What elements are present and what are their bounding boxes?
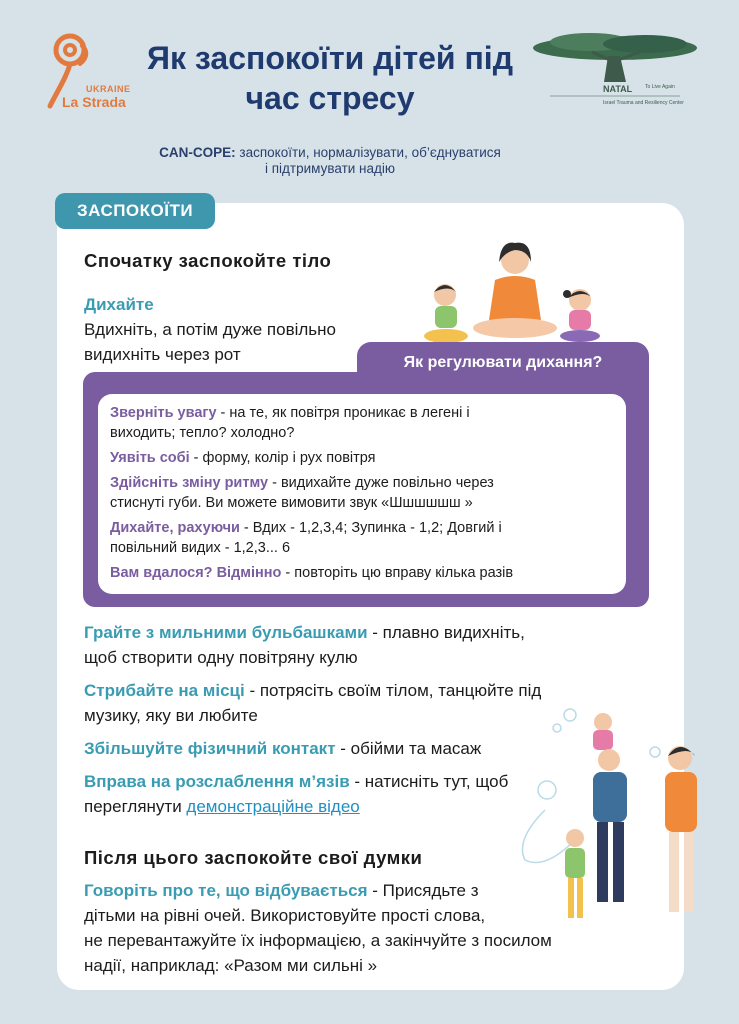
breathing-title: Як регулювати дихання? (403, 354, 603, 371)
activity-text: - натисніть тут, щоб (349, 772, 509, 791)
breathing-step-text: - форму, колір і рух повітря (189, 450, 376, 466)
activity-label: Грайте з мильними бульбашками (84, 623, 368, 642)
activity-text: - плавно видихніть, (367, 623, 525, 642)
cancope-label: CAN-COPE: (159, 145, 236, 160)
title-line-1: Як заспокоїти дітей під (147, 40, 513, 76)
talk-line-1 (84, 878, 644, 903)
page-title (120, 38, 540, 118)
breathe-line-1: Вдихніть, а потім дуже повільно (84, 320, 337, 339)
breathing-step (110, 473, 620, 493)
talk-label: Говоріть про те, що відбувається (84, 881, 368, 900)
activity-label: Стрибайте на місці (84, 681, 245, 700)
breathing-step-text: - видихайте дуже повільно через (268, 475, 494, 491)
breathing-step-text: - на те, як повітря проникає в легені і (216, 405, 470, 421)
activity-text: - потрясіть своїм тілом, танцюйте під (244, 681, 542, 700)
breathing-step (110, 563, 620, 583)
breathing-step (110, 448, 620, 468)
section-badge: ЗАСПОКОЇТИ (55, 193, 215, 229)
la-strada-country: UKRAINE (86, 84, 131, 94)
breathing-step-line2: виходить; тепло? холодно? (110, 425, 295, 441)
activity-line2: щоб створити одну повітряну кулю (84, 648, 358, 667)
natal-tree-logo (530, 30, 700, 120)
breathing-step-line2: повільний видих - 1,2,3... 6 (110, 540, 291, 556)
breathing-step-text: - повторіть цю вправу кілька разів (281, 565, 514, 581)
activity-link-prefix: переглянути (84, 797, 187, 816)
breathing-step-label: Зверніть увагу (110, 405, 217, 421)
activity-line2: музику, яку ви любите (84, 706, 258, 725)
talk-line-3: не перевантажуйте їх інформацією, а закінчуйте з посилом (84, 931, 552, 950)
natal-name: NATAL (603, 84, 633, 94)
cancope-subtitle (120, 145, 540, 177)
breathing-step-label: Дихайте, рахуючи (110, 520, 240, 536)
activity-item (84, 620, 644, 645)
breathing-steps (110, 403, 620, 583)
cancope-text: заспокоїти, нормалізувати, об’єднуватися (235, 145, 501, 160)
talk-text: - Присядьте з (367, 881, 479, 900)
demo-video-link[interactable]: демонстраційне відео (186, 797, 360, 816)
breathe-block (84, 292, 384, 367)
talk-block (84, 878, 644, 978)
breathing-step (110, 403, 620, 423)
title-line-2: час стресу (245, 80, 415, 116)
section-heading-mind: Після цього заспокойте свої думки (84, 847, 423, 868)
breathing-step-label: Уявіть собі (110, 450, 190, 466)
breathing-step-line2: стиснуті губи. Ви можете вимовити звук «Шшшшшш » (110, 495, 473, 511)
breathe-line-2: видихніть через рот (84, 345, 241, 364)
breathing-step-text: - Вдих - 1,2,3,4; Зупинка - 1,2; Довгий і (239, 520, 502, 536)
meditating-family-illustration (415, 240, 610, 350)
activity-text: - обійми та масаж (335, 739, 482, 758)
natal-tagline: To Live Again (645, 84, 675, 90)
cancope-line2: і підтримувати надію (264, 161, 396, 176)
activity-label: Збільшуйте фізичний контакт (84, 739, 336, 758)
breathing-step-label: Вам вдалося? Відмінно (110, 565, 282, 581)
la-strada-name: La Strada (62, 94, 126, 110)
breathing-step-label: Здійсніть зміну ритму (110, 475, 269, 491)
talk-line-4: надії, наприклад: «Разом ми сильні » (84, 956, 378, 975)
breathe-title: Дихайте (84, 295, 154, 314)
natal-subtitle: Israel Trauma and Resiliency Center (603, 100, 684, 106)
talk-line-2: дітьми на рівні очей. Використовуйте прості слова, (84, 906, 486, 925)
activity-label: Вправа на розслаблення м’язів (84, 772, 350, 791)
breathing-step (110, 518, 620, 538)
section-heading-body: Спочатку заспокойте тіло (84, 250, 332, 271)
